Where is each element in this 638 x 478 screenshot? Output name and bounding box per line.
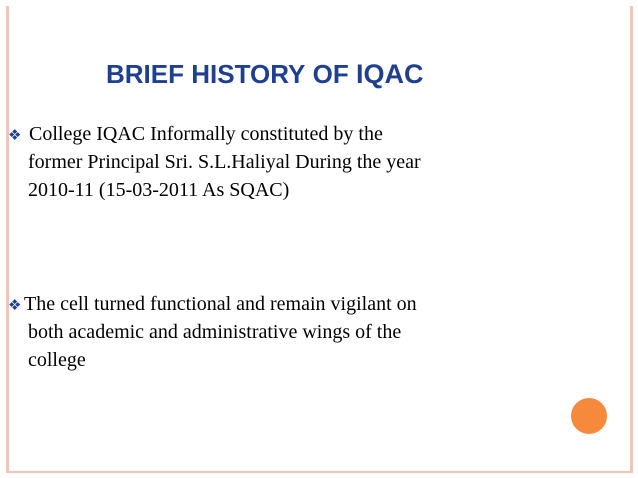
title-first-rest: RIEF (124, 59, 185, 89)
bullet-line (8, 290, 608, 318)
bullet-text: College IQAC Informally constituted by the (24, 123, 383, 145)
diamond-bullet-icon: ❖ (8, 296, 22, 314)
frame-right-border (630, 6, 633, 472)
title-acronym: IQAC (355, 59, 424, 89)
orange-circle-decoration (571, 398, 607, 434)
bullet-text: The cell turned functional and remain vigilant on (24, 293, 417, 315)
diamond-bullet-icon: ❖ (8, 126, 22, 144)
bullet-line: college (28, 349, 86, 371)
bullet-line (8, 120, 608, 148)
frame-left-border (6, 6, 9, 472)
bullet-line: 2010-11 (15-03-2011 As SQAC) (28, 179, 290, 201)
bullet-line: both academic and administrative wings of the (28, 321, 402, 343)
bullet-item-cell-functional (8, 290, 608, 374)
title-second-rest: ISTORY (210, 59, 306, 89)
title-first-initial: B (106, 59, 125, 89)
frame-bottom-border (6, 471, 633, 473)
slide-title (106, 58, 423, 90)
title-of: OF (312, 59, 349, 89)
bullet-item-iqac-constitution (8, 120, 608, 204)
bullet-line: former Principal Sri. S.L.Haliyal During the year (28, 151, 421, 173)
title-second-initial: H (191, 59, 211, 89)
